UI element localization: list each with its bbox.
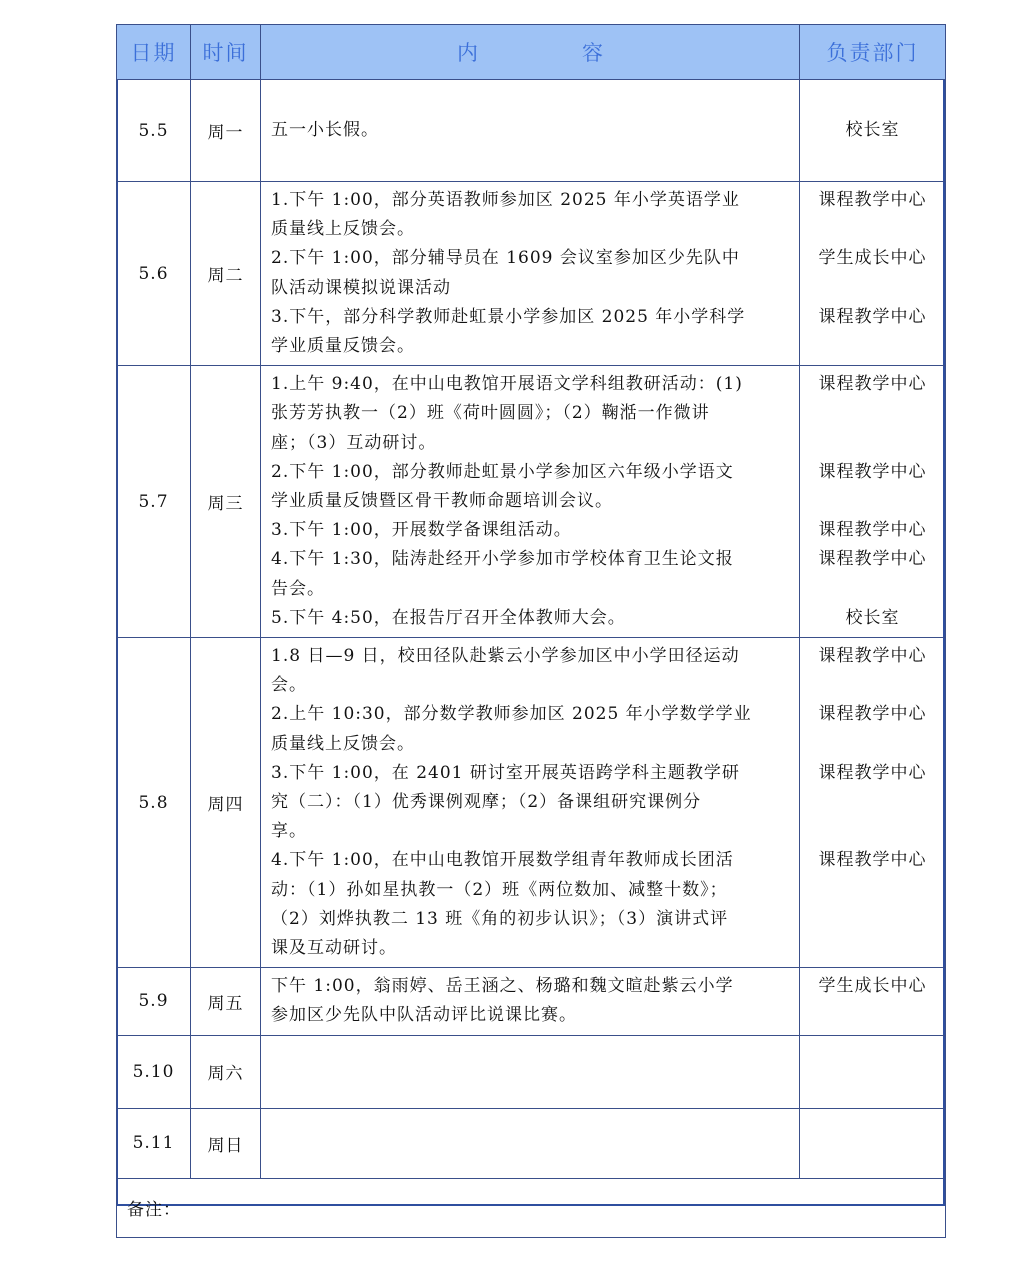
- department-spacer: [800, 487, 945, 516]
- department-line: 课程教学中心: [818, 306, 927, 327]
- content-line: 5.下午 4:50，在报告厅召开全体教师大会。: [271, 607, 626, 628]
- content-line: 质量线上反馈会。: [271, 733, 415, 754]
- department-line: 学生成长中心: [818, 976, 927, 997]
- content-line: 享。: [271, 821, 307, 842]
- department-line: 课程教学中心: [818, 762, 927, 783]
- department-spacer: [800, 934, 945, 963]
- weekly-schedule-table: [116, 24, 946, 1238]
- content-line: 下午 1:00，翁雨婷、岳王涵之、杨璐和魏文暄赴紫云小学: [271, 976, 734, 997]
- content-line: 2.下午 1:00，部分教师赴虹景小学参加区六年级小学语文: [271, 461, 734, 482]
- content-line: 座；（3）互动研讨。: [271, 432, 437, 453]
- row-department: [800, 80, 946, 182]
- content-line: 1.下午 1:00，部分英语教师参加区 2025 年小学英语学业: [271, 190, 740, 210]
- content-line: 3.下午 1:00，开展数学备课组活动。: [271, 520, 572, 541]
- department-spacer: [800, 788, 945, 817]
- row-department: [800, 366, 946, 638]
- department-spacer: [800, 274, 945, 303]
- row-date: 5.10: [117, 1035, 191, 1108]
- department-line: 课程教学中心: [818, 190, 927, 210]
- row-content: [261, 366, 800, 638]
- department-spacer: [800, 905, 945, 934]
- row-content: [261, 182, 800, 366]
- schedule-row: [117, 80, 946, 182]
- content-line: 动：（1）孙如星执教一（2）班《两位数加、减整十数》；: [271, 879, 728, 900]
- department-line: 课程教学中心: [818, 704, 927, 725]
- content-line: 学业质量反馈暨区骨干教师命题培训会议。: [271, 491, 613, 512]
- row-date: 5.9: [117, 968, 191, 1035]
- row-content: [261, 1035, 800, 1108]
- schedule-row: [117, 366, 946, 638]
- department-line: 校长室: [845, 119, 900, 140]
- header-time: 时间: [191, 25, 261, 80]
- department-line: 课程教学中心: [818, 850, 927, 871]
- header-date: 日期: [117, 25, 191, 80]
- schedule-row: [117, 638, 946, 968]
- department-line: 课程教学中心: [818, 646, 927, 667]
- department-line: 课程教学中心: [818, 461, 927, 482]
- content-line: 队活动课模拟说课活动: [271, 277, 451, 298]
- row-content: [261, 80, 800, 182]
- department-spacer: [800, 730, 945, 759]
- department-line: 校长室: [845, 607, 900, 628]
- row-department: [800, 182, 946, 366]
- content-line: 学业质量反馈会。: [271, 336, 415, 357]
- row-date: 5.7: [117, 366, 191, 638]
- header-content: [261, 25, 800, 80]
- row-weekday: 周三: [191, 366, 261, 638]
- row-date: 5.8: [117, 638, 191, 968]
- department-spacer: [800, 575, 945, 604]
- header-content-char-2: 容: [582, 41, 603, 65]
- row-weekday: 周一: [191, 80, 261, 182]
- department-spacer: [800, 876, 945, 905]
- department-line: 课程教学中心: [818, 520, 927, 541]
- content-line: 4.下午 1:00，在中山电教馆开展数学组青年教师成长团活: [271, 850, 734, 871]
- schedule-row: [117, 1108, 946, 1178]
- row-department: [800, 638, 946, 968]
- content-line: 3.下午 1:00，在 2401 研讨室开展英语跨学科主题教学研: [271, 762, 740, 783]
- row-date: 5.5: [117, 80, 191, 182]
- content-line: 质量线上反馈会。: [271, 219, 415, 240]
- content-line: 4.下午 1:30，陆涛赴经开小学参加市学校体育卫生论文报: [271, 549, 734, 570]
- content-line: 究（二）：（1）优秀课例观摩；（2）备课组研究课例分: [271, 792, 702, 813]
- row-content: [261, 968, 800, 1035]
- department-spacer: [800, 332, 945, 361]
- content-line: 五一小长假。: [271, 119, 379, 140]
- content-line: 2.上午 10:30，部分数学教师参加区 2025 年小学数学学业: [271, 704, 752, 725]
- schedule-body: [117, 80, 946, 1179]
- content-line: 参加区少先队中队活动评比说课比赛。: [271, 1005, 577, 1026]
- content-line: 2.下午 1:00，部分辅导员在 1609 会议室参加区少先队中: [271, 248, 740, 269]
- row-date: 5.11: [117, 1108, 191, 1178]
- content-line: 课及互动研讨。: [271, 938, 397, 959]
- department-spacer: [800, 671, 945, 700]
- row-date: 5.6: [117, 182, 191, 366]
- department-spacer: [800, 1001, 945, 1030]
- department-line: 课程教学中心: [818, 374, 927, 395]
- department-spacer: [800, 215, 945, 244]
- remark-row: [117, 1178, 946, 1237]
- header-row: [117, 25, 946, 80]
- row-department: [800, 1035, 946, 1108]
- content-line: 1.上午 9:40，在中山电教馆开展语文学科组教研活动：(1): [271, 374, 743, 395]
- row-department: [800, 1108, 946, 1178]
- row-weekday: 周六: [191, 1035, 261, 1108]
- content-line: 告会。: [271, 578, 325, 599]
- content-line: 会。: [271, 675, 307, 696]
- row-weekday: 周二: [191, 182, 261, 366]
- department-spacer: [800, 399, 945, 428]
- schedule-row: [117, 182, 946, 366]
- department-line: 学生成长中心: [818, 248, 927, 269]
- department-line: 课程教学中心: [818, 549, 927, 570]
- content-line: 3.下午，部分科学教师赴虹景小学参加区 2025 年小学科学: [271, 306, 746, 327]
- row-content: [261, 1108, 800, 1178]
- content-line: 1.8 日—9 日，校田径队赴紫云小学参加区中小学田径运动: [271, 646, 740, 667]
- row-department: [800, 968, 946, 1035]
- header-dept: 负责部门: [800, 25, 946, 80]
- schedule-row: [117, 1035, 946, 1108]
- row-weekday: 周日: [191, 1108, 261, 1178]
- remark-label: 备注：: [117, 1178, 946, 1237]
- row-content: [261, 638, 800, 968]
- row-weekday: 周四: [191, 638, 261, 968]
- header-content-char-1: 内: [457, 41, 478, 65]
- content-line: 张芳芳执教一（2）班《荷叶圆圆》；（2）鞠湉一作微讲: [271, 403, 710, 424]
- row-weekday: 周五: [191, 968, 261, 1035]
- schedule-row: [117, 968, 946, 1035]
- content-line: （2）刘烨执教二 13 班《角的初步认识》；（3）演讲式评: [271, 908, 729, 929]
- department-spacer: [800, 429, 945, 458]
- department-spacer: [800, 817, 945, 846]
